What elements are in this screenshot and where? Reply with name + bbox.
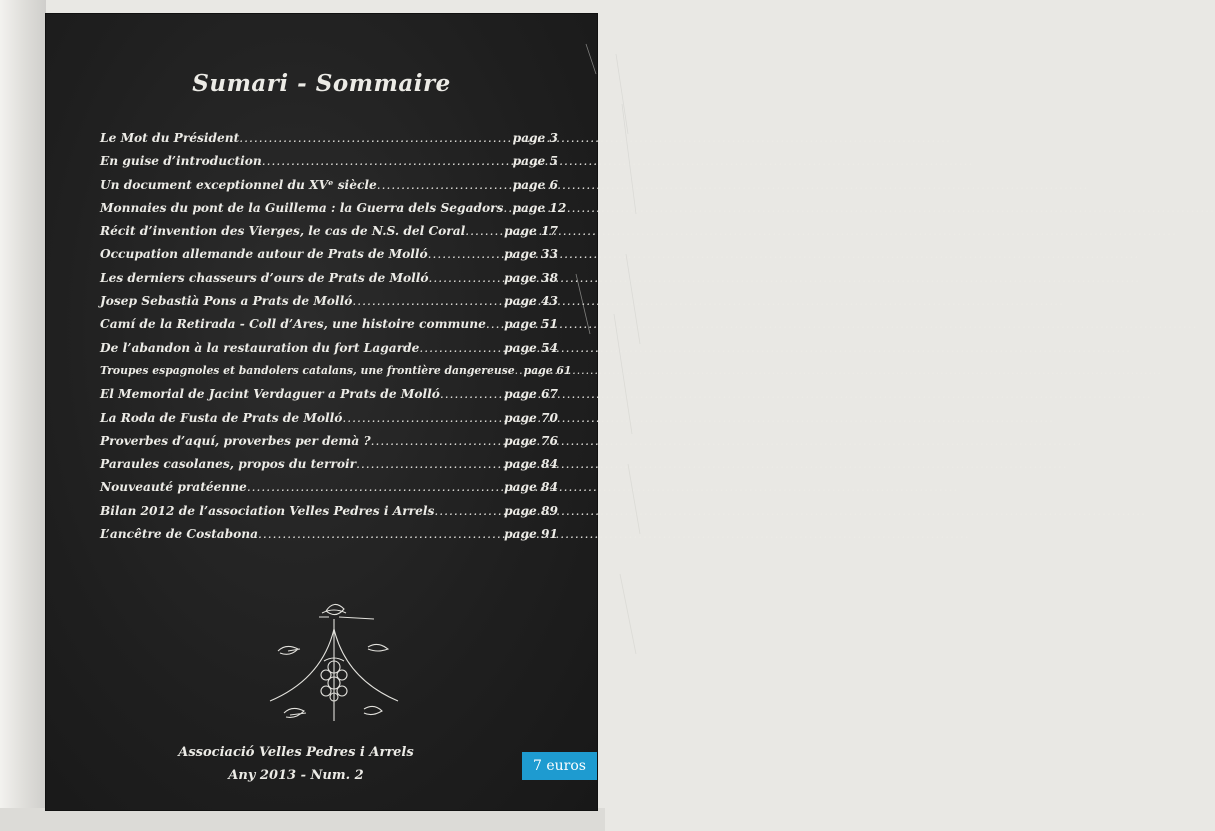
page-title: Sumari - Sommaire (192, 70, 451, 97)
emblem-icon (264, 589, 402, 729)
toc-entry (100, 200, 567, 224)
toc-leader-dots (428, 247, 503, 261)
toc-entry-title: Récit d’invention des Vierges, le cas de N.S. del Coral (100, 224, 466, 239)
toc-entry-title: Monnaies du pont de la Guillema : la Guerra dels Segadors (100, 200, 504, 215)
toc-entry-title: Camí de la Retirada - Coll d’Ares, une histoire commune (100, 317, 486, 332)
toc-entry-title: Un document exceptionnel du XVᵉ siècle (100, 177, 377, 192)
toc-entry (100, 224, 558, 247)
toc-entry-title: Bilan 2012 de l’association Velles Pedres i Arrels (100, 503, 435, 518)
price-sticker: 7 euros (522, 752, 597, 780)
toc-entry-title: Le Mot du Président (100, 131, 240, 145)
toc-leader-dots (428, 271, 503, 285)
toc-entry-title: L’ancêtre de Costabona (100, 527, 259, 542)
toc-entry (100, 480, 558, 503)
toc-leader-dots (440, 387, 503, 401)
toc-page-number: page 84 (504, 480, 558, 495)
toc-entry (100, 271, 558, 294)
toc-entry (100, 178, 558, 201)
toc-leader-dots (342, 411, 503, 425)
back-cover (46, 14, 597, 810)
toc-entry (100, 131, 558, 154)
toc-leader-dots (258, 527, 503, 541)
toc-entry-title: Paraules casolanes, propos du terroir (100, 457, 357, 472)
toc-entry (100, 411, 558, 434)
toc-leader-dots (419, 341, 503, 355)
toc-page-number: page 84 (504, 457, 558, 472)
toc-entry (100, 247, 558, 270)
cover-wear-marks (556, 14, 643, 810)
toc-page-number: page 43 (504, 294, 558, 309)
toc-entry-title: Les derniers chasseurs d’ours de Prats de Molló (100, 270, 429, 285)
toc-entry (100, 317, 558, 340)
toc-page-number: page 61 (523, 363, 572, 377)
toc-entry (100, 341, 558, 364)
toc-page-number: page 17 (504, 224, 558, 239)
toc-page-number: page 89 (504, 503, 558, 518)
toc-entry-title: La Roda de Fusta de Prats de Molló (100, 410, 343, 425)
toc-entry (100, 527, 558, 550)
toc-entry-title: Occupation allemande autour de Prats de Molló (100, 247, 428, 262)
toc-entry (100, 434, 558, 457)
toc-entry (100, 363, 572, 387)
issue-number: Any 2013 - Num. 2 (228, 768, 364, 783)
toc-leader-dots (239, 131, 511, 145)
toc-entry-title: Josep Sebastià Pons a Prats de Molló (100, 294, 353, 309)
toc-leader-dots (262, 154, 512, 168)
toc-page-number: page 3 (512, 131, 558, 145)
toc-entry (100, 457, 558, 480)
association-name: Associació Velles Pedres i Arrels (178, 745, 414, 760)
toc-entry-title: De l’abandon à la restauration du fort Lagarde (100, 340, 420, 355)
toc-leader-dots (515, 364, 523, 377)
toc-entry (100, 504, 558, 527)
toc-leader-dots (465, 224, 503, 238)
toc-leader-dots (371, 434, 503, 448)
toc-entry-title: Troupes espagnoles et bandolers catalans, une frontière dangereuse (100, 363, 515, 377)
toc-page-number: page 6 (512, 177, 558, 192)
toc-leader-dots (356, 457, 503, 471)
toc-page-number: page 70 (504, 410, 558, 425)
toc-leader-dots (434, 504, 503, 518)
toc-entry (100, 294, 558, 317)
toc-page-number: page 91 (504, 527, 558, 542)
toc-leader-dots (486, 317, 503, 331)
toc-entry-title: En guise d’introduction (100, 154, 262, 169)
toc-entry-title: El Memorial de Jacint Verdaguer a Prats de Molló (100, 387, 440, 402)
toc-leader-dots (503, 201, 511, 215)
toc-leader-dots (377, 178, 512, 192)
toc-page-number: page 38 (504, 270, 558, 285)
toc-page-number: page 5 (512, 154, 558, 169)
toc-entry-title: Proverbes d’aquí, proverbes per demà ? (100, 433, 371, 448)
toc-page-number: page 51 (504, 317, 558, 332)
book-page-edge (0, 0, 46, 831)
toc-leader-dots (352, 294, 503, 308)
toc-entry (100, 387, 558, 410)
toc-entry (100, 154, 558, 177)
toc-page-number: page 76 (504, 433, 558, 448)
table-of-contents (100, 131, 572, 550)
toc-page-number: page 12 (512, 200, 567, 215)
toc-page-number: page 67 (504, 387, 558, 402)
toc-page-number: page 33 (504, 247, 558, 262)
book-bottom-edge (0, 808, 605, 831)
toc-page-number: page 54 (504, 340, 558, 355)
toc-leader-dots (247, 480, 503, 494)
toc-entry-title: Nouveauté pratéenne (100, 480, 247, 495)
